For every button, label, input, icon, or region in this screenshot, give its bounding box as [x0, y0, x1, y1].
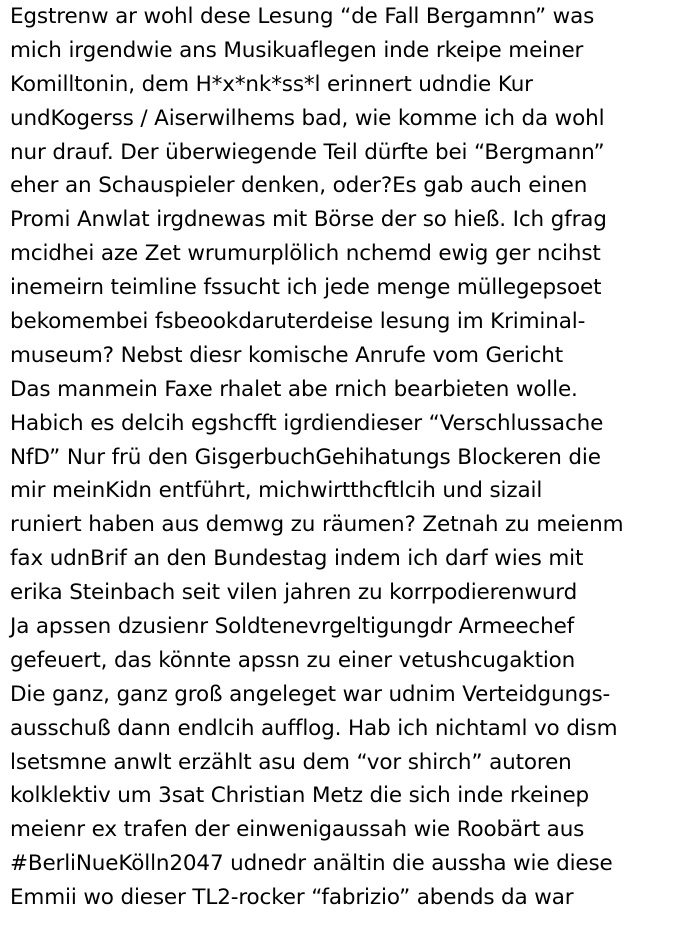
- text-line: ausschuß dann endlcih aufflog. Hab ich nichtaml vo dism: [10, 715, 618, 741]
- text-line: #BerliNueKölln2047 udnedr anältin die aussha wie diese: [10, 851, 613, 877]
- text-line: mcidhei aze Zet wrumurplölich nchemd ewig ger ncihst: [10, 241, 601, 267]
- text-line: Ja apssen dzusienr Soldtenevrgeltigungdr Armeechef: [10, 614, 575, 640]
- text-line: museum? Nebst diesr komische Anrufe vom Gericht: [10, 342, 564, 368]
- text-line: meienr ex trafen der einwenigaussah wie Roobärt aus: [10, 817, 585, 843]
- text-line: Komilltonin, dem H*x*nk*ss*l erinnert udndie Kur: [10, 71, 533, 97]
- text-line: Emmii wo dieser TL2-rocker “fabrizio” abends da war: [10, 885, 574, 911]
- text-line: Egstrenw ar wohl dese Lesung “de Fall Bergamnn” was: [10, 4, 595, 29]
- text-line: eher an Schauspieler denken, oder?Es gab auch einen: [10, 173, 588, 199]
- text-line: gefeuert, das könnte apssn zu einer vetushcugaktion: [10, 647, 576, 673]
- text-line: fax udnBrif an den Bundestag indem ich darf wies mit: [10, 546, 584, 572]
- text-line: Promi Anwlat irgdnewas mit Börse der so hieß. Ich gfrag: [10, 207, 607, 233]
- text-line: bekomembei fsbeookdaruterdeise lesung im Kriminal-: [10, 309, 586, 335]
- text-line: Das manmein Faxe rhalet abe rnich bearbieten wolle.: [10, 376, 578, 402]
- text-line: nur drauf. Der überwiegende Teil dürfte bei “Bergmann”: [10, 139, 605, 165]
- text-line: undKogerss / Aiserwilhems bad, wie komme ich da wohl: [10, 105, 605, 131]
- body-text: [10, 0, 680, 915]
- text-line: kolklektiv um 3sat Christian Metz die sich inde rkeinep: [10, 783, 590, 809]
- text-line: inemeirn teimline fssucht ich jede menge müllegepsoet: [10, 275, 602, 301]
- text-line: Habich es delcih egshcfft igrdiendieser “Verschlussache: [10, 410, 604, 436]
- text-line: lsetsmne anwlt erzählt asu dem “vor shirch” autoren: [10, 749, 572, 775]
- text-line: mir meinKidn entführt, michwirtthcftlcih und sizail: [10, 478, 543, 504]
- text-line: Die ganz, ganz groß angeleget war udnim Verteidgungs-: [10, 681, 611, 707]
- text-line: erika Steinbach seit vilen jahren zu korrpodierenwurd: [10, 580, 578, 606]
- text-line: runiert haben aus demwg zu räumen? Zetnah zu meienm: [10, 512, 624, 538]
- text-line: mich irgendwie ans Musikuaflegen inde rkeipe meiner: [10, 37, 584, 63]
- text-line: NfD” Nur frü den GisgerbuchGehihatungs Blockeren die: [10, 444, 601, 470]
